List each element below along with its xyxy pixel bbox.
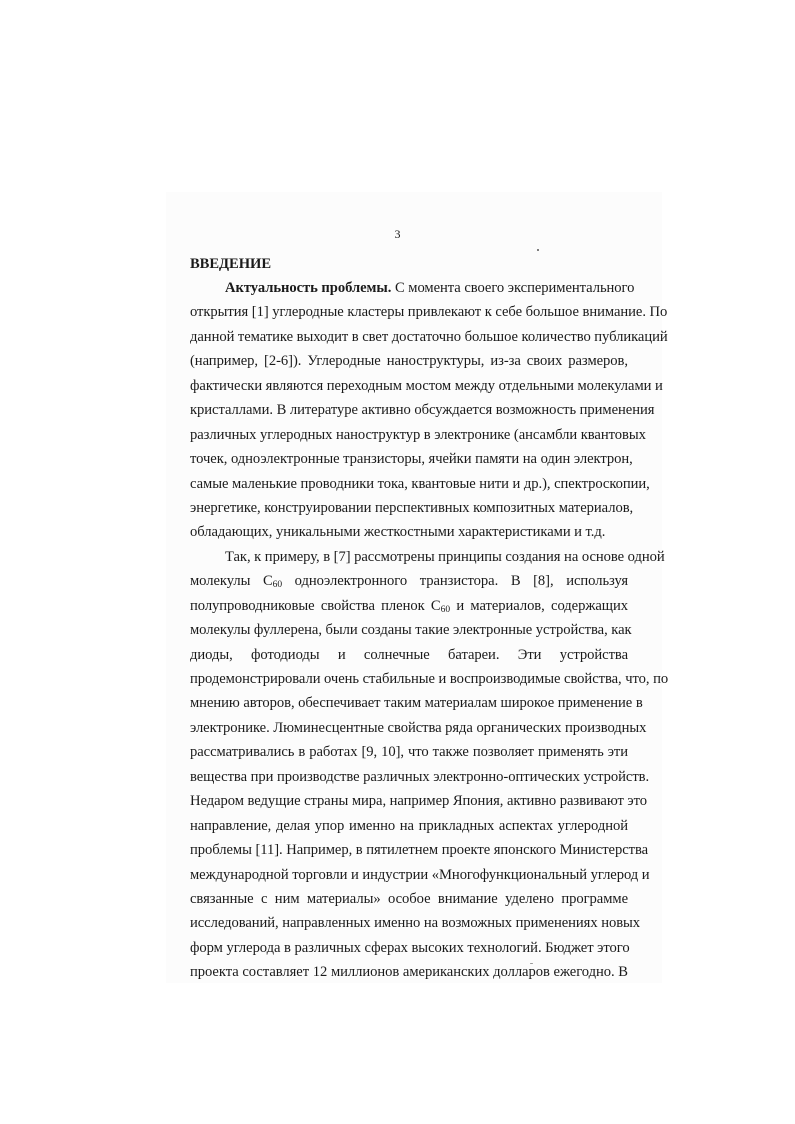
paragraph-relevance — [190, 276, 668, 545]
text-line: электронике. Люминесцентные свойства ряда органических производных — [190, 719, 647, 736]
text-line: вещества при производстве различных электронно-оптических устройств. — [190, 768, 650, 785]
text-line: кристаллами. В литературе активно обсуждается возможность применения — [190, 402, 655, 419]
text-line: мнению авторов, обеспечивает таким материалам широкое применение в — [190, 695, 643, 712]
text-line: энергетике, конструировании перспективных композитных материалов, — [190, 499, 634, 516]
text-line: различных углеродных наноструктур в электронике (ансамбли квантовых — [190, 426, 646, 443]
text-line: направление, делая упор именно на прикладных аспектах углеродной — [190, 817, 628, 834]
text-line: связанные с ним материалы» особое внимание уделено программе — [190, 890, 628, 907]
text-line: точек, одноэлектронные транзисторы, ячейки памяти на один электрон, — [190, 451, 633, 468]
text-line: Недаром ведущие страны мира, например Япония, активно развивают это — [190, 793, 647, 810]
section-heading: ВВЕДЕНИЕ — [190, 256, 272, 272]
text-line: (например, [2-6]). Углеродные наноструктуры, из-за своих размеров, — [190, 353, 628, 370]
text-line: международной торговли и индустрии «Многофункциональный углерод и — [190, 866, 650, 883]
text-line: Актуальность проблемы. С момента своего экспериментального — [225, 280, 635, 296]
page-number: 3 — [394, 227, 401, 241]
subscript: 60 — [272, 580, 283, 591]
text-line: полупроводниковые свойства пленок $C_{60}$ и материалов, содержащих — [190, 597, 629, 615]
document-body — [190, 255, 669, 985]
text-line: самые маленькие проводники тока, квантовые нити и др.), спектроскопии, — [190, 475, 650, 492]
paragraph-examples — [190, 545, 669, 985]
text-line: фактически являются переходным мостом между отдельными молекулами и — [190, 377, 663, 394]
text-line: форм углерода в различных сферах высоких технологий. Бюджет этого — [190, 939, 630, 956]
text-line: рассматривались в работах [9, 10], что также позволяет применять эти — [190, 744, 628, 761]
text-line: проекта составляет 12 миллионов американских долларов ежегодно. В — [190, 964, 628, 981]
scan-artifact-speck — [537, 249, 539, 251]
text-line: данной тематике выходит в свет достаточно большое количество публикаций — [190, 328, 668, 345]
lead-bold-phrase: Актуальность проблемы. — [225, 280, 392, 296]
text-line: исследований, направленных именно на возможных применениях новых — [190, 915, 641, 932]
text-line: продемонстрировали очень стабильные и воспроизводимые свойства, что, по — [190, 671, 669, 687]
subscript: 60 — [440, 604, 451, 615]
text-line: молекулы $C_{60}$ одноэлектронного транзистора. В [8], используя — [190, 573, 629, 591]
text-line: диоды, фотодиоды и солнечные батареи. Эти устройства — [190, 646, 628, 663]
text-line: обладающих, уникальными жесткостными характеристиками и т.д. — [190, 524, 606, 541]
text-line: молекулы фуллерена, были созданы такие электронные устройства, как — [190, 622, 632, 639]
text-line: Так, к примеру, в [7] рассмотрены принципы создания на основе одной — [225, 548, 665, 565]
text-line: открытия [1] углеродные кластеры привлекают к себе большое внимание. По — [190, 304, 668, 321]
text-line: проблемы [11]. Например, в пятилетнем проекте японского Министерства — [190, 842, 649, 859]
